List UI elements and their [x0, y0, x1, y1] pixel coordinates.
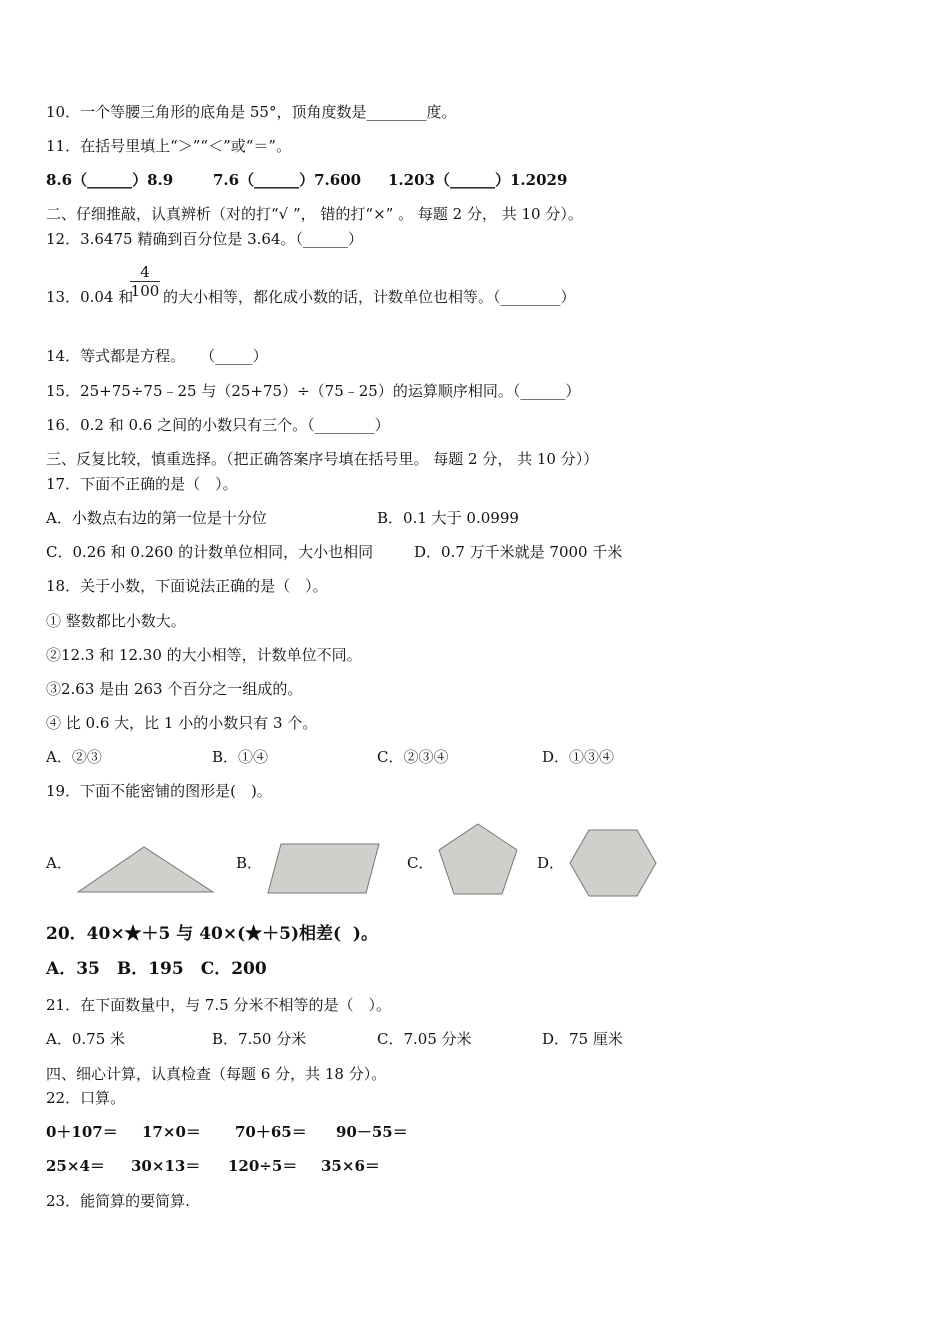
q17-option-d: D．0.7 万千米就是 7000 千米	[414, 543, 623, 561]
q18-option-b: B．①④	[212, 748, 269, 766]
triangle-shape	[76, 845, 216, 895]
question-19: 19．下面不能密铺的图形是( )。	[46, 782, 272, 800]
q18-option-c: C．②③④	[377, 748, 449, 766]
question-10: 10．一个等腰三角形的底角是 55°，顶角度数是________度。	[46, 103, 457, 121]
q18-option-a: A．②③	[46, 748, 102, 766]
q22-row2-item-4: 35×6＝	[321, 1157, 380, 1175]
question-13-suffix: 的大小相等，都化成小数的话，计数单位也相等。（________）	[163, 288, 576, 306]
q19-label-a: A．	[46, 854, 72, 872]
q21-option-d: D．75 厘米	[542, 1030, 623, 1048]
q19-label-d: D．	[537, 854, 565, 872]
q22-row2-item-2: 30×13＝	[131, 1157, 201, 1175]
q22-row1-item-1: 0＋107＝	[46, 1123, 118, 1141]
q11-item-3: 1.203（______）1.2029	[388, 171, 568, 189]
question-15: 15．25+75÷75﹣25 与（25+75）÷（75﹣25）的运算顺序相同。（______）	[46, 382, 581, 400]
question-23: 23．能简算的要简算.	[46, 1192, 190, 1210]
question-12: 12．3.6475 精确到百分位是 3.64。（______）	[46, 230, 364, 248]
q19-label-b: B．	[236, 854, 263, 872]
section-3-heading: 三、反复比较，慎重选择。（把正确答案序号填在括号里。 每题 2 分， 共 10 分））	[46, 450, 599, 468]
question-22: 22．口算。	[46, 1089, 126, 1107]
question-11: 11．在括号里填上“＞”“＜”或“＝”。	[46, 137, 292, 155]
q13-fraction-numerator: 4	[140, 263, 150, 281]
q21-option-b: B．7.50 分米	[212, 1030, 307, 1048]
q11-item-1: 8.6（______）8.9	[46, 171, 174, 189]
question-18: 18．关于小数，下面说法正确的是（ ）。	[46, 577, 328, 595]
q13-fraction-denominator: 100	[130, 282, 160, 300]
section-2-heading: 二、仔细推敲，认真辨析（对的打“√ ”， 错的打“×” 。 每题 2 分， 共 10 分）。	[46, 205, 583, 223]
q18-option-d: D．①③④	[542, 748, 615, 766]
q22-row2-item-1: 25×4＝	[46, 1157, 105, 1175]
q22-row2-item-3: 120÷5＝	[228, 1157, 298, 1175]
q17-option-c: C．0.26 和 0.260 的计数单位相同，大小也相同	[46, 543, 374, 561]
parallelogram-shape	[266, 842, 382, 895]
question-17: 17．下面不正确的是（ ）。	[46, 475, 238, 493]
q18-statement-1: ① 整数都比小数大。	[46, 612, 186, 630]
q17-option-b: B．0.1 大于 0.0999	[377, 509, 519, 527]
q18-statement-2: ②12.3 和 12.30 的大小相等，计数单位不同。	[46, 646, 362, 664]
question-14: 14．等式都是方程。 （_____）	[46, 347, 268, 365]
q13-fraction	[130, 264, 160, 299]
question-13-prefix: 13．0.04 和	[46, 288, 134, 306]
q22-row1-item-3: 70＋65＝	[235, 1123, 307, 1141]
q21-option-a: A．0.75 米	[46, 1030, 125, 1048]
q20-options: A．35 B．195 C．200	[46, 959, 267, 979]
question-16: 16．0.2 和 0.6 之间的小数只有三个。（________）	[46, 416, 390, 434]
q18-statement-4: ④ 比 0.6 大，比 1 小的小数只有 3 个。	[46, 714, 318, 732]
question-20: 20．40×★＋5 与 40×(★＋5)相差( )。	[46, 924, 378, 944]
question-21: 21．在下面数量中，与 7.5 分米不相等的是（ ）。	[46, 996, 391, 1014]
q19-label-c: C．	[407, 854, 434, 872]
q11-item-2: 7.6（______）7.600	[213, 171, 362, 189]
hexagon-shape	[567, 828, 659, 898]
pentagon-shape	[436, 822, 520, 896]
q22-row1-item-4: 90－55＝	[336, 1123, 408, 1141]
section-4-heading: 四、细心计算，认真检查（每题 6 分，共 18 分）。	[46, 1065, 387, 1083]
q17-option-a: A．小数点右边的第一位是十分位	[46, 509, 267, 527]
q21-option-c: C．7.05 分米	[377, 1030, 472, 1048]
q18-statement-3: ③2.63 是由 263 个百分之一组成的。	[46, 680, 303, 698]
q22-row1-item-2: 17×0＝	[142, 1123, 201, 1141]
